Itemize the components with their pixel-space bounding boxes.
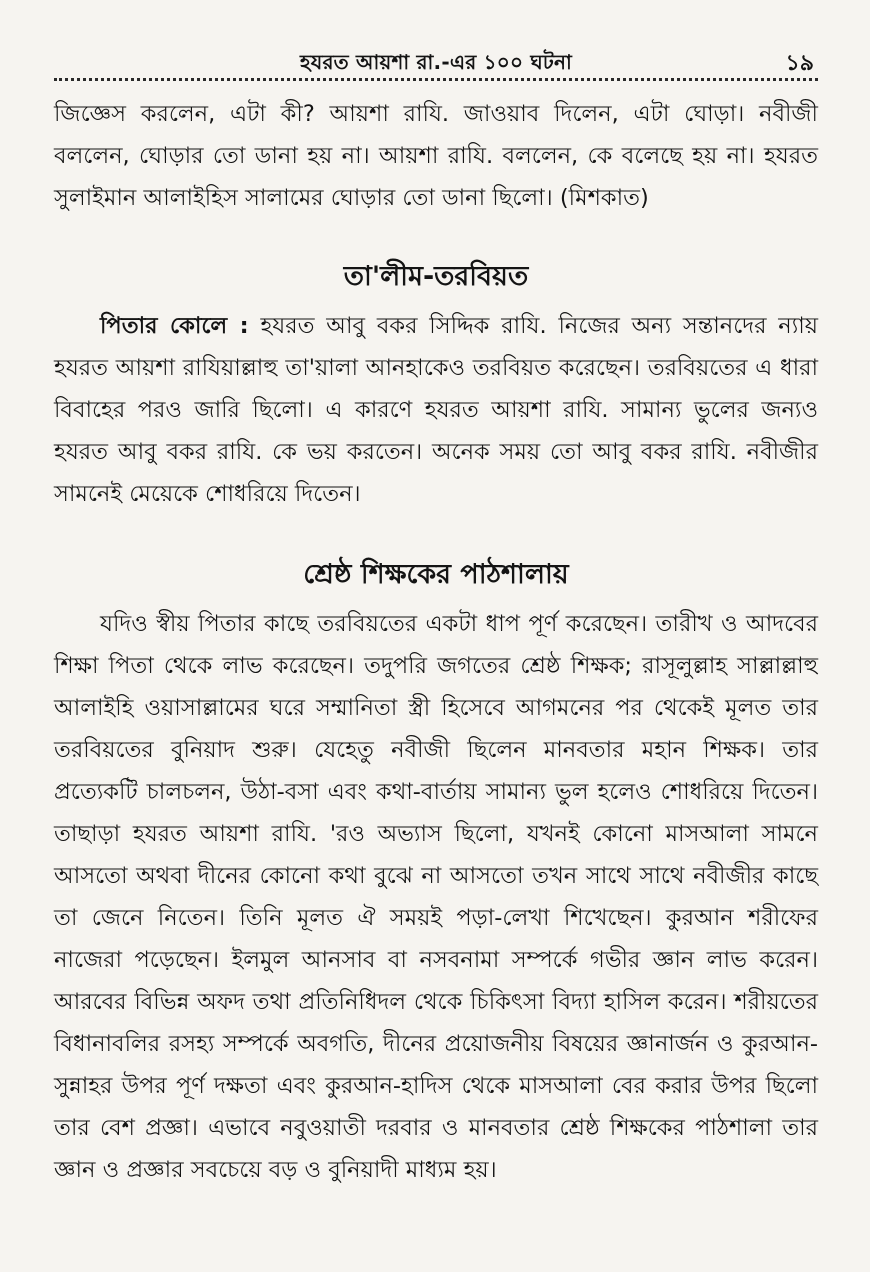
section-2-paragraph: যদিও স্বীয় পিতার কাছে তরবিয়তের একটা ধাপ পূর্ণ করেছেন। তারীখ ও আদবের শিক্ষা পিতা থেকে লাভ করেছেন। তদুপরি জগতের শ্রেষ্ঠ শিক্ষক; রাসূলুল্লাহ সাল্লাল্লাহু আলাইহি ওয়াসাল্লামের ঘরে সম্মানিতা স্ত্রী হিসেবে আগমনের পর থেকেই মূলত তার তরবিয়তের বুনিয়াদ শুরু। যেহেতু নবীজী ছিলেন মানবতার মহান শিক্ষক। তার প্রত্যেকটি চালচলন, উঠা-বসা এবং কথা-বার্তায় সামান্য ভুল হলেও শোধরিয়ে দিতেন। তাছাড়া হযরত আয়শা রাযি. 'রও অভ্যাস ছিলো, যখনই কোনো মাসআলা সামনে আসতো অথবা দীনের কোনো কথা বুঝে না আসতো তখন সাথে সাথে নবীজীর কাছে তা জেনে নিতেন। তিনি মূলত ঐ সময়ই পড়া-লেখা শিখেছেন। কুরআন শরীফের নাজেরা পড়েছেন। ইলমুল আনসাব বা নসবনামা সম্পর্কে গভীর জ্ঞান লাভ করেন। আরবের বিভিন্ন অফদ তথা প্রতিনিধিদল থেকে চিকিৎসা বিদ্যা হাসিল করেন। শরীয়তের বিধানাবলির রসহ্য সম্পর্কে অবগতি, দীনের প্রয়োজনীয় বিষয়ের জ্ঞানার্জন ও কুরআন-সুন্নাহর উপর পূর্ণ দক্ষতা এবং কুরআন-হাদিস থেকে মাসআলা বের করার উপর ছিলো তার বেশ প্রজ্ঞা। এভাবে নবুওয়াতী দরবার ও মানবতার শ্রেষ্ঠ শিক্ষকের পাঠশালা তার জ্ঞান ও প্রজ্ঞার সবচেয়ে বড় ও বুনিয়াদী মাধ্যম হয়। [54, 611, 818, 1183]
section-heading-best-teacher: শ্রেষ্ঠ শিক্ষকের পাঠশালায় [303, 559, 569, 590]
section-1-paragraph [54, 305, 818, 515]
section-heading-talim-tarbiyat: তা'লীম-তরবিয়ত [343, 261, 529, 292]
run-in-heading: পিতার কোলে : [100, 313, 249, 339]
section-1-text: হযরত আবু বকর সিদ্দিক রাযি. নিজের অন্য সন্তানদের ন্যায় হযরত আয়শা রাযিয়াল্লাহু তা'য়ালা আনহাকেও তরবিয়ত করেছেন। তরবিয়তের এ ধারা বিবাহের পরও জারি ছিলো। এ কারণে হযরত আয়শা রাযি. সামান্য ভুলের জন্যও হযরত আবু বকর রাযি. কে ভয় করতেন। অনেক সময় তো আবু বকর রাযি. নবীজীর সামনেই মেয়েকে শোধরিয়ে দিতেন। [54, 313, 818, 507]
running-title: হযরত আয়শা রা.-এর ১০০ ঘটনা [300, 50, 572, 74]
page-number: ১৯ [785, 51, 814, 76]
continued-paragraph: জিজ্ঞেস করলেন, এটা কী? আয়শা রাযি. জাওয়াব দিলেন, এটা ঘোড়া। নবীজী বললেন, ঘোড়ার তো ডানা হয় না। আয়শা রাযি. বললেন, কে বলেছে হয় না। হযরত সুলাইমান আলাইহিস সালামের ঘোড়ার তো ডানা ছিলো। (মিশকাত) [54, 101, 818, 211]
running-header [54, 42, 818, 76]
